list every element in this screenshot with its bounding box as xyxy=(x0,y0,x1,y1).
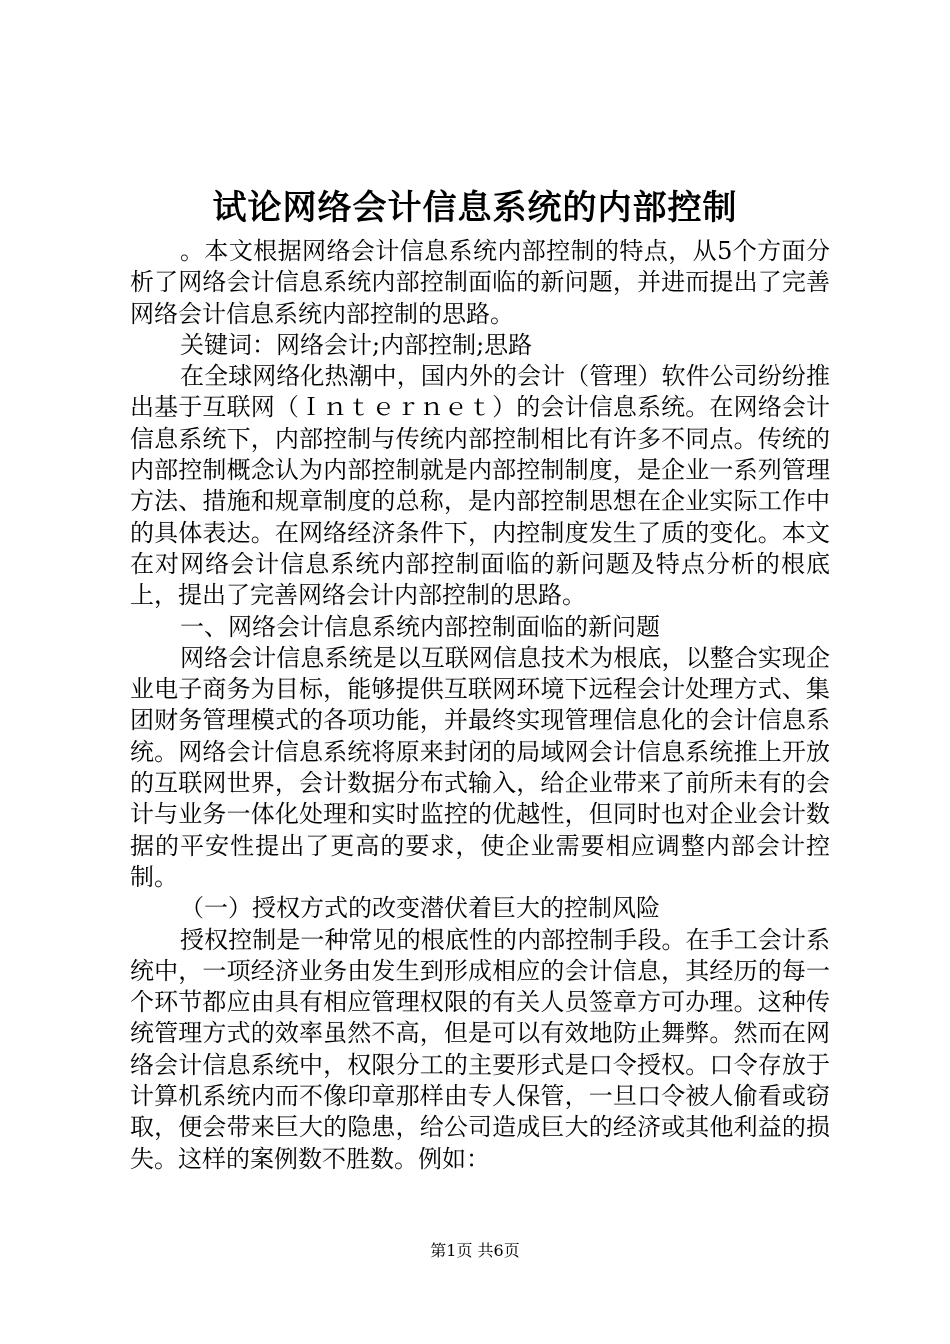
document-body xyxy=(130,236,830,1175)
abstract-paragraph: 。本文根据网络会计信息系统内部控制的特点，从5个方面分析了网络会计信息系统内部控制面临的新问题，并进而提出了完善网络会计信息系统内部控制的思路。 xyxy=(130,237,830,328)
section-paragraph: 网络会计信息系统是以互联网信息技术为根底，以整合实现企业电子商务为目标，能够提供互联网环境下远程会计处理方式、集团财务管理模式的各项功能，并最终实现管理信息化的会计信息系统。网络会计信息系统将原来封闭的局域网会计信息系统推上开放的互联网世界，会计数据分布式输入，给企业带来了前所未有的会计与业务一体化处理和实时监控的优越性，但同时也对企业会计数据的平安性提出了更高的要求，使企业需要相应调整内部会计控制。 xyxy=(130,643,830,891)
section-heading: 一、网络会计信息系统内部控制面临的新问题 xyxy=(180,612,660,641)
keywords-line: 关键词：网络会计;内部控制;思路 xyxy=(180,330,533,359)
page-footer: 第1页 共6页 xyxy=(430,1241,520,1260)
subsection-paragraph: 授权控制是一种常见的根底性的内部控制手段。在手工会计系统中，一项经济业务由发生到形成相应的会计信息，其经历的每一个环节都应由具有相应管理权限的有关人员签章方可办理。这种传统管理方式的效率虽然不高，但是可以有效地防止舞弊。然而在网络会计信息系统中，权限分工的主要形式是口令授权。口令存放于计算机系统内而不像印章那样由专人保管，一旦口令被人偷看或窃取，便会带来巨大的隐患，给公司造成巨大的经济或其他利益的损失。这样的案例数不胜数。例如： xyxy=(130,925,830,1173)
intro-paragraph: 在全球网络化热潮中，国内外的会计（管理）软件公司纷纷推出基于互联网（Ｉｎｔｅｒｎｅｔ）的会计信息系统。在网络会计信息系统下，内部控制与传统内部控制相比有许多不同点。传统的内部控制概念认为内部控制就是内部控制制度，是企业一系列管理方法、措施和规章制度的总称，是内部控制思想在企业实际工作中的具体表达。在网络经济条件下，内控制度发生了质的变化。本文在对网络会计信息系统内部控制面临的新问题及特点分析的根底上，提出了完善网络会计内部控制的思路。 xyxy=(130,362,830,610)
subsection-heading: （一）授权方式的改变潜伏着巨大的控制风险 xyxy=(180,894,660,923)
document-title: 试论网络会计信息系统的内部控制 xyxy=(212,188,738,228)
